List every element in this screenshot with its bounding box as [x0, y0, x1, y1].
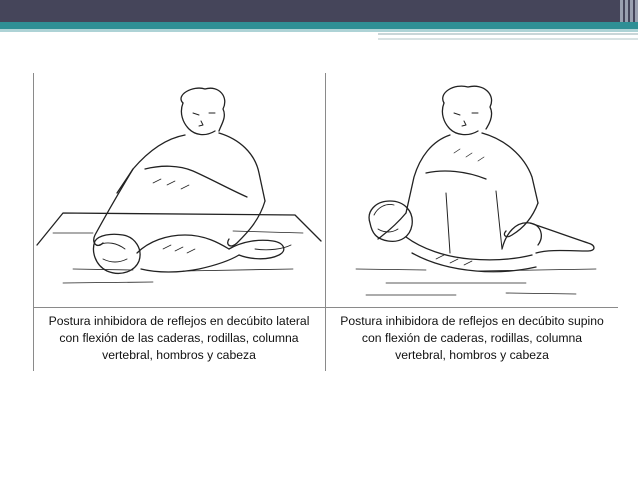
caption-line: Postura inhibidora de reflejos en decúbito supino: [340, 314, 604, 328]
caption-line: vertebral, hombros y cabeza: [395, 348, 549, 362]
header-band-teal-light: [0, 29, 638, 32]
caption-line: vertebral, hombros y cabeza: [102, 348, 256, 362]
header-band-dark: [0, 0, 638, 22]
header-band-teal: [0, 22, 638, 29]
caption-supine-posture: [326, 313, 618, 364]
illustration-lateral-posture: [33, 73, 325, 307]
header-accent-line: [378, 33, 638, 35]
caption-line: con flexión de las caderas, rodillas, columna: [59, 331, 299, 345]
frame-line-separator: [33, 307, 618, 308]
illustration-supine-posture: [326, 73, 618, 307]
caption-line: con flexión de caderas, rodillas, columna: [361, 331, 583, 345]
corner-stripes: [612, 0, 638, 22]
caption-line: Postura inhibidora de reflejos en decúbito lateral: [48, 314, 310, 328]
header-accent-line: [378, 38, 638, 40]
illustration-figure: [33, 73, 618, 371]
caption-lateral-posture: [33, 313, 325, 364]
